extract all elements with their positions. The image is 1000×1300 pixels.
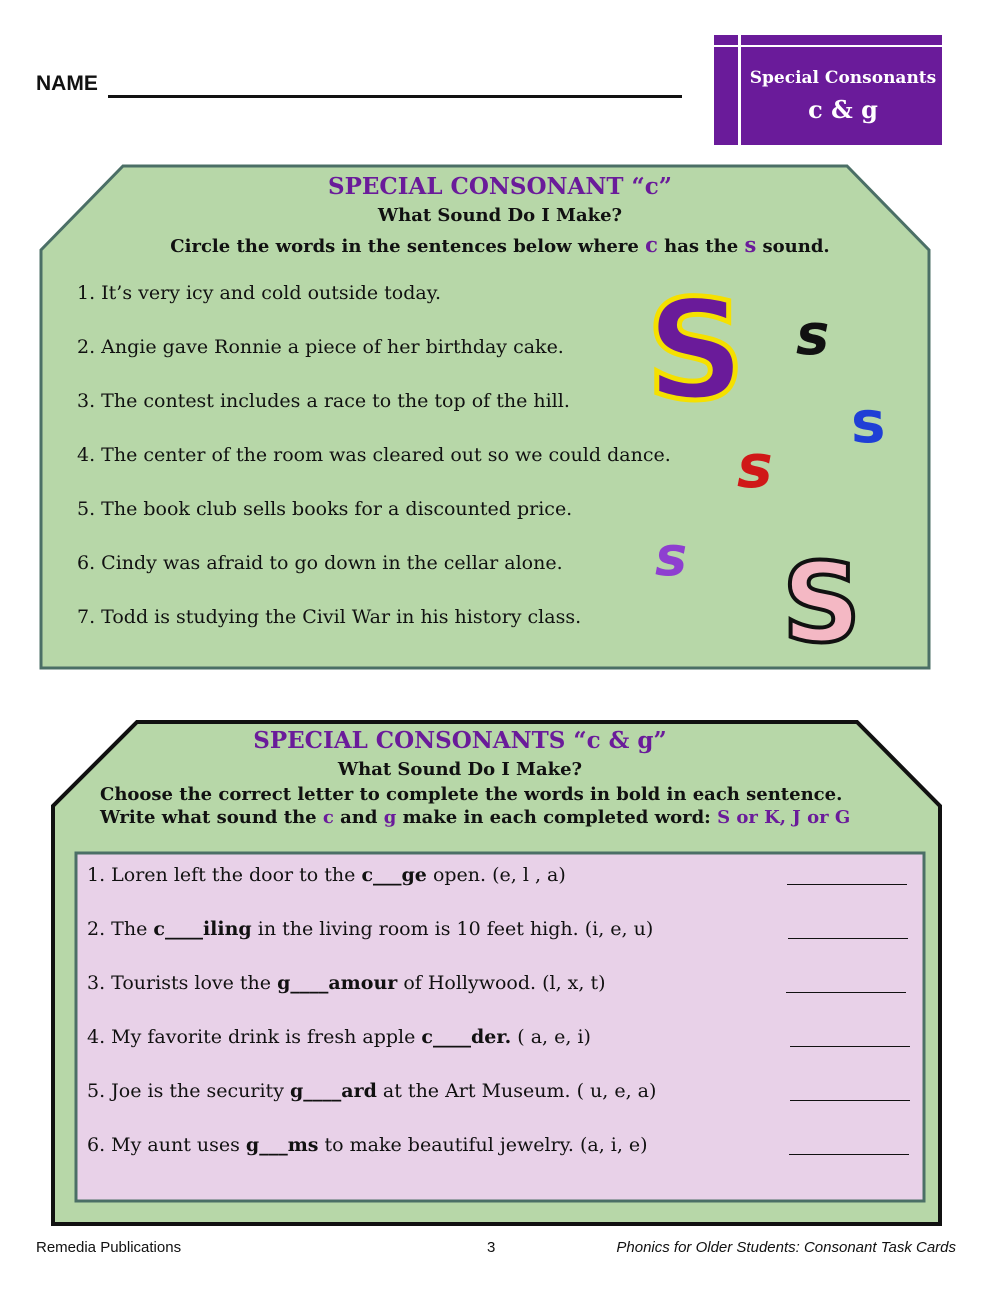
decor-s-purple-large: S — [646, 270, 746, 431]
answer-line-2[interactable] — [788, 938, 908, 939]
card2-title: SPECIAL CONSONANTS “c & g” — [253, 727, 667, 754]
answer-line-3[interactable] — [786, 992, 906, 993]
card1-instruction — [60, 232, 940, 257]
card2-s4-post: ( a, e, i) — [511, 1026, 591, 1048]
card2-s6-pre: 6. My aunt uses — [87, 1134, 246, 1156]
card2-instr-part2: and — [333, 807, 384, 828]
card1-sentence-5[interactable]: 5. The book club sells books for a discounted price. — [77, 498, 573, 520]
card1-instr-part2: has the — [657, 236, 745, 257]
card2-s4-pre: 4. My favorite drink is fresh apple — [87, 1026, 422, 1048]
card2-s5-post: at the Art Museum. ( u, e, a) — [376, 1080, 657, 1102]
decor-s-red: s — [737, 432, 773, 502]
card2-s5-bold[interactable]: g____ard — [289, 1080, 377, 1102]
card2-s2-bold[interactable]: c____iling — [153, 918, 252, 940]
decor-s-violet: s — [655, 525, 688, 588]
footer-page-number: 3 — [487, 1239, 496, 1256]
card2-instruction1: Choose the correct letter to complete the words in bold in each sentence. — [100, 784, 843, 805]
card1-sentence-2[interactable]: 2. Angie gave Ronnie a piece of her birthday cake. — [77, 336, 564, 358]
card2-instruction2 — [100, 807, 850, 828]
card1-title: SPECIAL CONSONANT “c” — [327, 173, 672, 200]
card2-s6-post: to make beautiful jewelry. (a, i, e) — [318, 1134, 648, 1156]
card1-instr-letter-s: s — [744, 232, 757, 257]
answer-line-6[interactable] — [789, 1154, 909, 1155]
card1-sentence-1[interactable]: 1. It’s very icy and cold outside today. — [77, 282, 441, 304]
card2-sentence-6 — [87, 1134, 648, 1156]
answer-line-5[interactable] — [790, 1100, 910, 1101]
card2-s3-post: of Hollywood. (l, x, t) — [397, 972, 606, 994]
card2-s1-bold[interactable]: c___ge — [361, 864, 427, 886]
card2-s2-post: in the living room is 10 feet high. (i, e, u) — [251, 918, 654, 940]
answer-line-4[interactable] — [790, 1046, 910, 1047]
title-line2: c & g — [808, 95, 878, 124]
title-line1: Special Consonants — [749, 68, 937, 88]
decor-s-black: s — [796, 303, 830, 368]
card1-sentence-4[interactable]: 4. The center of the room was cleared out so we could dance. — [77, 444, 671, 466]
card2-instr-part1: Write what sound the — [100, 807, 323, 828]
card2-sentence-4 — [87, 1026, 591, 1048]
card1-instr-part1: Circle the words in the sentences below where — [170, 236, 646, 257]
card1-sentence-6[interactable]: 6. Cindy was afraid to go down in the cellar alone. — [77, 552, 563, 574]
card1-instr-letter-c: c — [645, 232, 658, 257]
card2-s3-pre: 3. Tourists love the — [87, 972, 278, 994]
footer-book-title: Phonics for Older Students: Consonant Task Cards — [616, 1239, 956, 1256]
card2-sentence-3 — [87, 972, 606, 994]
name-label: NAME — [36, 72, 98, 95]
card1-subtitle: What Sound Do I Make? — [377, 205, 623, 226]
card1-instr-part3: sound. — [756, 236, 830, 257]
card2-s4-bold[interactable]: c____der. — [421, 1026, 512, 1048]
card2-instr-letter-c: c — [322, 807, 334, 828]
card2-sentence-5 — [87, 1080, 656, 1102]
card2-instr-options: S or K, J or G — [717, 807, 851, 828]
card1-sentence-3[interactable]: 3. The contest includes a race to the top of the hill. — [77, 390, 570, 412]
footer-publisher: Remedia Publications — [36, 1239, 182, 1256]
card2-instr-part3: make in each completed word: — [396, 807, 718, 828]
card2-s5-pre: 5. Joe is the security — [87, 1080, 290, 1102]
decor-s-blue: s — [851, 388, 886, 456]
card2-instr-letter-g: g — [383, 807, 397, 828]
card2-s6-bold[interactable]: g___ms — [245, 1134, 319, 1156]
answer-line-1[interactable] — [787, 884, 907, 885]
decor-s-pink-large: S — [782, 539, 862, 667]
card2-subtitle: What Sound Do I Make? — [337, 759, 583, 780]
card2-s3-bold[interactable]: g____amour — [277, 972, 398, 994]
card2-s1-post: open. (e, l , a) — [426, 864, 566, 886]
card2-sentence-2 — [87, 918, 653, 940]
card1-sentence-7[interactable]: 7. Todd is studying the Civil War in his history class. — [77, 606, 582, 628]
card2-s2-pre: 2. The — [87, 918, 154, 940]
card2-sentence-1 — [87, 864, 566, 886]
card2-s1-pre: 1. Loren left the door to the — [87, 864, 362, 886]
